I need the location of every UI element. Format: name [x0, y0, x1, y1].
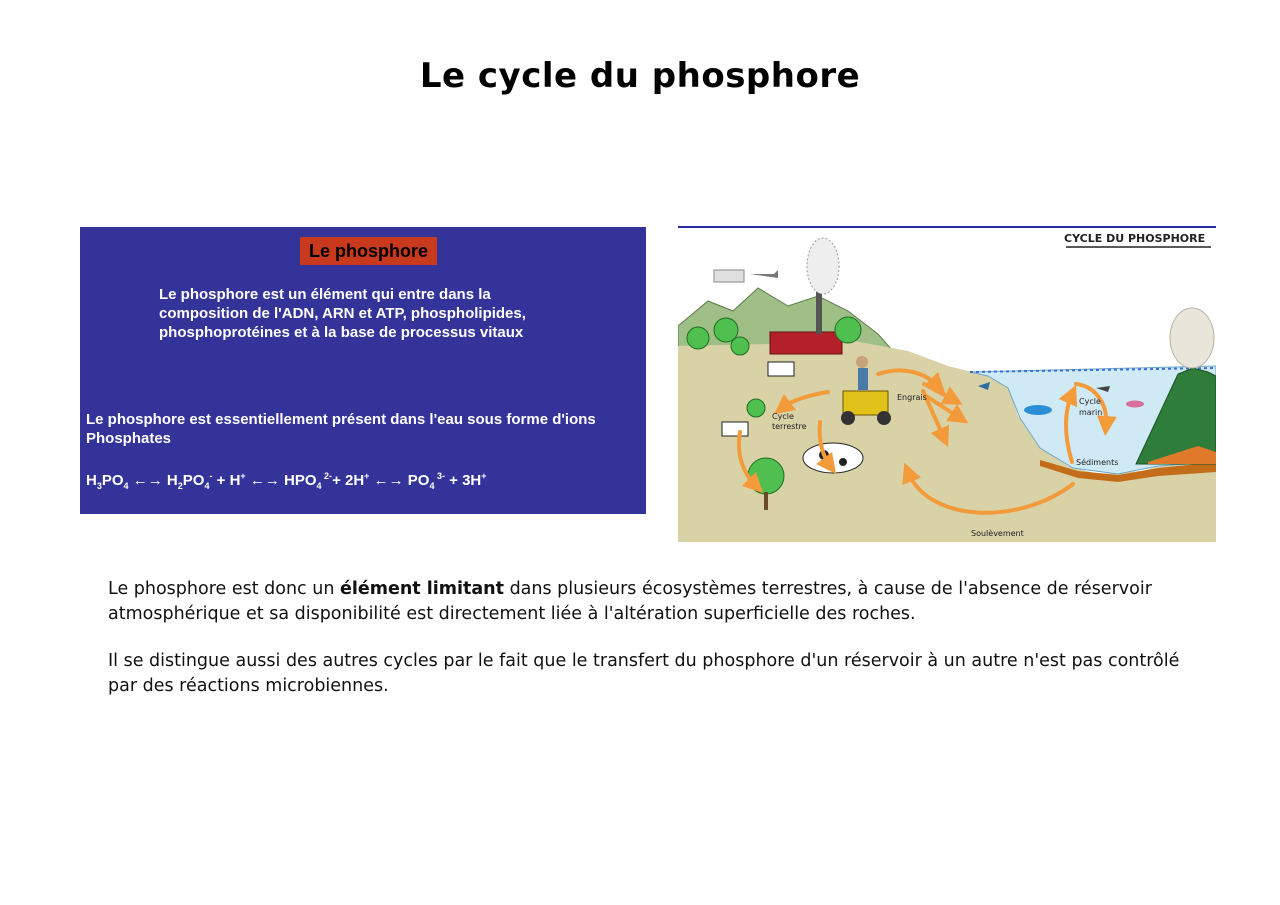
- label-cycle-terrestre-2: terrestre: [772, 422, 807, 431]
- page-title: Le cycle du phosphore: [419, 56, 861, 96]
- slide-paragraph-phosphates: Le phosphore est essentiellement présent dans l'eau sous forme d'ions Phosphates: [86, 411, 596, 447]
- slide-heading: Le phosphore: [300, 237, 437, 265]
- volcano-plume: [1170, 308, 1214, 368]
- paragraph-limiting-element: Le phosphore est donc un élément limitant dans plusieurs écosystèmes terrestres, à cause de l'absence de réservoir atmosphérique et sa disponibilité est directement liée à l'altération superficielle des roches.: [108, 579, 1152, 624]
- label-cycle-marin-1: Cycle: [1079, 397, 1101, 406]
- smoke: [807, 238, 839, 294]
- paragraph-microbial-control: Il se distingue aussi des autres cycles par le fait que le transfert du phosphore d'un réservoir à un autre n'est pas contrôlé par des réactions microbiennes.: [108, 651, 1180, 696]
- label-engrais: Engrais: [897, 393, 927, 402]
- slide-paragraph-composition: Le phosphore est un élément qui entre dans la composition de l'ADN, ARN et ATP, phospholipides, phosphoprotéines et à la base de processus vitaux: [159, 286, 526, 341]
- phosphorus-slide: [80, 227, 646, 514]
- phosphate-equilibrium-equation: $H_3PO_4$ ←→ $H_2PO_4^- + H^+$ ←→ $HPO_4$ $^{2-}$+ 2H+ ←→ $PO_4$ $^{3-}$ + 3H+: [86, 471, 487, 491]
- plane-banner: [714, 270, 744, 282]
- diagram-title: CYCLE DU PHOSPHORE: [1064, 232, 1206, 245]
- factory: [770, 332, 842, 354]
- label-cycle-marin-2: marin: [1079, 408, 1103, 417]
- phosphorus-cycle-diagram: [678, 226, 1216, 542]
- label-cycle-terrestre-1: Cycle: [772, 412, 794, 421]
- label-sediments: Sédiments: [1076, 458, 1119, 467]
- label-soulevement: Soulèvement: [971, 529, 1024, 538]
